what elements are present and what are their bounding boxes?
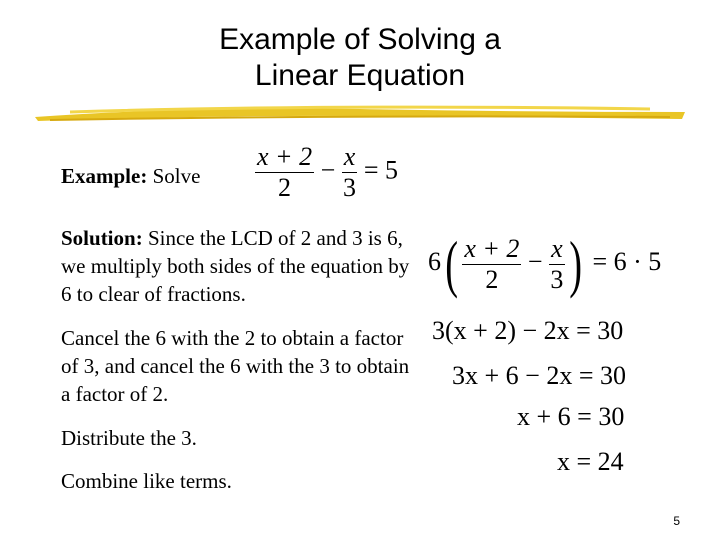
equation-step-5: x = 24 <box>557 447 624 476</box>
distribute-text: Distribute the 3. <box>61 426 197 450</box>
equation-rhs: = 6 · 5 <box>592 246 662 276</box>
title-line-2: Linear Equation <box>254 59 466 92</box>
solution-paragraph <box>61 224 411 308</box>
solution-label: Solution: <box>61 226 143 250</box>
coefficient-6: 6 <box>428 246 441 276</box>
equation-step-3: 3x + 6 − 2x = 30 <box>452 361 626 390</box>
equation-step-2: 3(x + 2) − 2x = 30 <box>432 316 624 345</box>
equation-step-4: x + 6 = 30 <box>517 402 625 431</box>
example-line <box>61 162 200 190</box>
right-paren: ) <box>568 228 582 299</box>
fraction-x-plus-2-over-2: $\frac{x + 2}{2}$ <box>464 233 520 294</box>
minus-sign: − <box>320 155 336 185</box>
fraction-x-over-3: $\frac{x}{3}$ <box>550 233 564 294</box>
equation-multiply-by-6 <box>428 228 662 299</box>
title-line-1: Example of Solving a <box>219 23 501 56</box>
left-paren: ( <box>445 228 459 299</box>
fraction-x-plus-2-over-2: $\frac{x + 2}{2}$ <box>257 142 313 202</box>
page-number: 5 <box>673 514 680 528</box>
fraction-x-over-3: $\frac{x}{3}$ <box>343 142 357 202</box>
title-underline-brushstroke <box>30 100 690 126</box>
example-text: Solve <box>152 164 201 188</box>
example-label: Example: <box>61 164 148 188</box>
slide-title <box>0 22 720 94</box>
minus-sign: − <box>527 246 543 276</box>
solution-text: Since the LCD of 2 and 3 is 6, we multiply both sides of the equation by 6 to clear of fractions. <box>61 226 410 306</box>
combine-text: Combine like terms. <box>61 469 232 493</box>
equation-rhs: = 5 <box>363 155 398 185</box>
equation-original <box>255 142 398 203</box>
cancel-paragraph: Cancel the 6 with the 2 to obtain a factor of 3, and cancel the 6 with the 3 to obtain a factor of 2. <box>61 326 410 406</box>
